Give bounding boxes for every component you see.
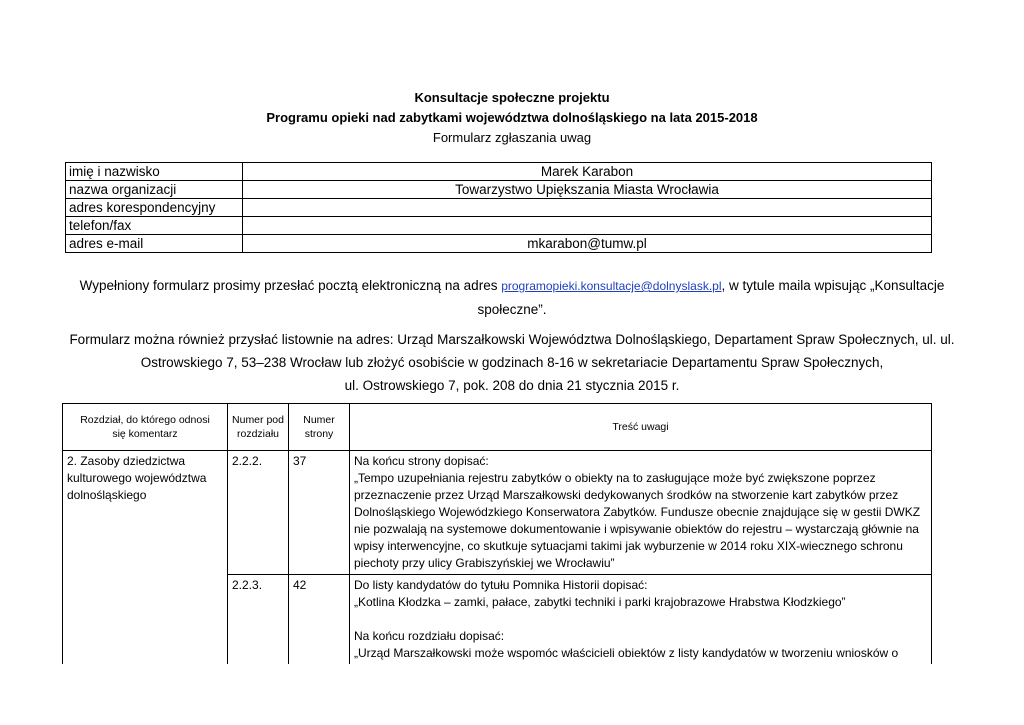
info-row <box>66 235 932 253</box>
table-row <box>63 451 932 575</box>
comment-cell <box>350 451 932 575</box>
instructions-text-before: Wypełniony formularz prosimy przesłać pocztą elektroniczną na adres <box>79 278 502 293</box>
header-line-1: Konsultacje społeczne projektu <box>414 90 610 105</box>
page-cell: 37 <box>289 451 350 575</box>
postal-instructions <box>65 328 959 397</box>
page-cell: 42 <box>289 575 350 665</box>
info-value[interactable]: mkarabon@tumw.pl <box>243 235 932 253</box>
subchapter-cell: 2.2.2. <box>228 451 289 575</box>
comment-line: Na końcu strony dopisać: <box>354 454 489 468</box>
email-link[interactable]: programopieki.konsultacje@dolnyslask.pl <box>501 279 722 293</box>
info-label: imię i nazwisko <box>66 163 243 181</box>
info-value[interactable] <box>243 199 932 217</box>
comment-cell <box>350 575 932 665</box>
header-page: Numer strony <box>289 404 350 451</box>
header-chapter: Rozdział, do którego odnosi się komentarz <box>63 404 228 451</box>
info-row <box>66 163 932 181</box>
comments-table-header <box>63 404 932 451</box>
info-value[interactable]: Marek Karabon <box>243 163 932 181</box>
header-comment: Treść uwagi <box>350 404 932 451</box>
comments-table <box>62 403 932 664</box>
comment-line-spacer <box>354 611 927 628</box>
email-instructions <box>65 274 959 321</box>
header-subchapter: Numer podrozdziału <box>228 404 289 451</box>
info-label: adres e-mail <box>66 235 243 253</box>
contact-info-table <box>65 162 932 253</box>
instructions-text-after: , w tytule maila wpisując „Konsultacje społeczne”. <box>477 278 945 317</box>
chapter-cell: 2. Zasoby dziedzictwa kulturowego województwa dolnośląskiego <box>63 451 228 665</box>
postal-instructions-deadline: ul. Ostrowskiego 7, pok. 208 do dnia 21 stycznia 2015 r. <box>344 378 680 393</box>
info-label: telefon/fax <box>66 217 243 235</box>
postal-instructions-text: Formularz można również przysłać listownie na adres: Urząd Marszałkowski Województwa Dolnośląskiego, Departament Spraw Społecznych, ul. ul. Ostrowskiego 7, 53–238 Wrocław lub złożyć osobiście w godzinach 8-16 w sekretariacie Departamentu Spraw Społecznych, <box>69 332 955 370</box>
header-line-3: Formularz zgłaszania uwag <box>432 130 592 145</box>
info-label: adres korespondencyjny <box>66 199 243 217</box>
comment-line: Do listy kandydatów do tytułu Pomnika Historii dopisać: <box>354 578 648 592</box>
info-value[interactable] <box>243 217 932 235</box>
document-header <box>0 88 1024 148</box>
comment-line: „Tempo uzupełniania rejestru zabytków o obiekty na to zasługujące może być zwiększone poprzez przeznaczenie przez Urząd Marszałkowski dedykowanych środków na stworzenie kart zabytków przez Dolnośląskiego Wojewódzkiego Konserwatora Zabytków. Fundusze obecnie znajdujące się w gestii DWKZ nie pozwalają na systemowe dokumentowanie i wpisywanie obiektów do rejestru – wystarczają głównie na wpisy interwencyjne, co skutkuje sytuacjami takimi jak wyburzenie w 2014 roku XIX-wiecznego schronu piechoty przy ulicy Grabiszyńskiej we Wrocławiu” <box>354 471 921 570</box>
info-label: nazwa organizacji <box>66 181 243 199</box>
subchapter-cell: 2.2.3. <box>228 575 289 665</box>
comment-line: „Kotlina Kłodzka – zamki, pałace, zabytki techniki i parki krajobrazowe Hrabstwa Kłodzkiego” <box>354 595 846 609</box>
comment-line: Na końcu rozdziału dopisać: <box>354 629 505 643</box>
header-line-2: Programu opieki nad zabytkami województwa dolnośląskiego na lata 2015-2018 <box>266 110 758 125</box>
info-value[interactable]: Towarzystwo Upiększania Miasta Wrocławia <box>243 181 932 199</box>
comment-line: „Urząd Marszałkowski może wspomóc właścicieli obiektów z listy kandydatów w tworzeniu wniosków o <box>354 646 899 660</box>
info-row <box>66 199 932 217</box>
info-row <box>66 217 932 235</box>
info-row <box>66 181 932 199</box>
